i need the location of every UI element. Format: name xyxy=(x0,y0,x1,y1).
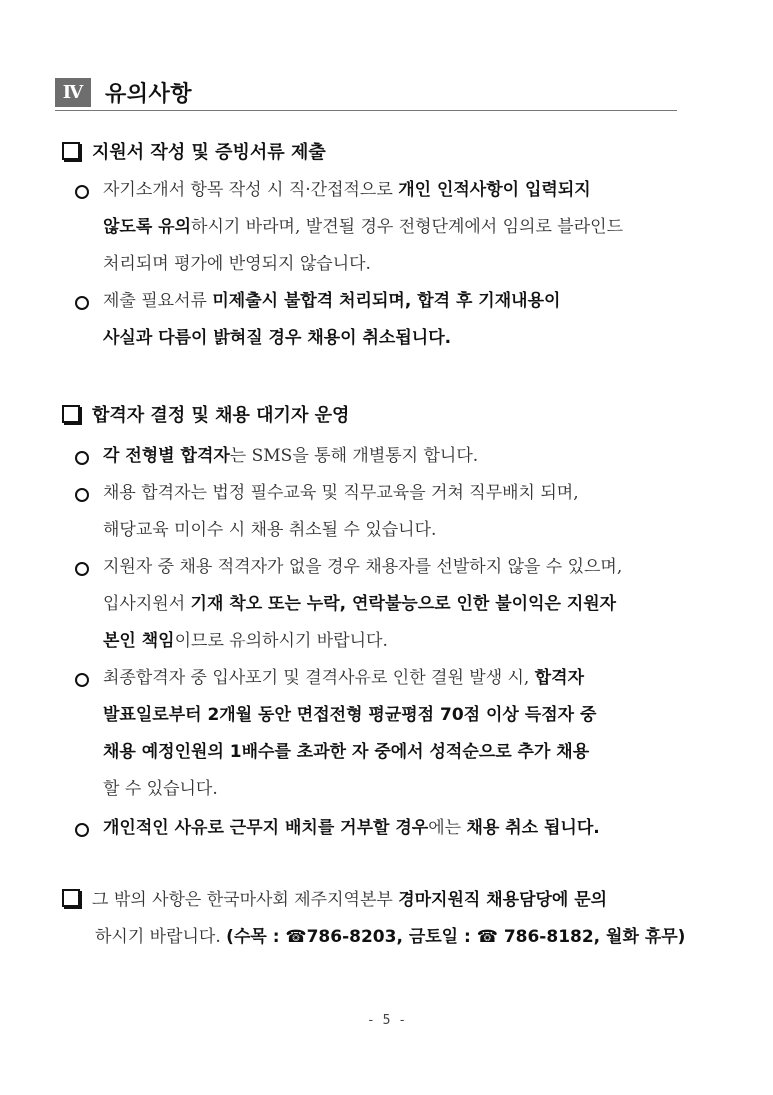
circle-bullet-icon xyxy=(75,185,89,199)
list-item xyxy=(75,283,680,357)
item-line: 처리되며 평가에 반영되지 않습니다. xyxy=(103,254,371,274)
item-line: 해당교육 미이수 시 채용 취소될 수 있습니다. xyxy=(103,520,437,540)
section-header xyxy=(55,74,677,111)
circle-bullet-icon xyxy=(75,488,89,502)
square-bullet-icon xyxy=(62,405,80,423)
note-line: 하시기 바랍니다. (수목 : ☎786-8203, 금토일 : ☎ 786-8182, 월화 휴무) xyxy=(95,927,686,947)
item-line: 않도록 유의하시기 바라며, 발견될 경우 전형단계에서 임의로 블라인드 xyxy=(103,217,623,237)
section-number: Ⅳ xyxy=(55,78,91,107)
circle-bullet-icon xyxy=(75,451,89,465)
item-line: 할 수 있습니다. xyxy=(103,779,218,799)
item-line: 사실과 다름이 밝혀질 경우 채용이 취소됩니다. xyxy=(103,328,452,348)
item-line: 최종합격자 중 입사포기 및 결격사유로 인한 결원 발생 시, 합격자 xyxy=(103,668,585,688)
note-line: 그 밖의 사항은 한국마사회 제주지역본부 경마지원직 채용담당에 문의 xyxy=(62,882,607,919)
item-line: 지원자 중 채용 적격자가 없을 경우 채용자를 선발하지 않을 수 있으며, xyxy=(103,557,623,577)
list-item xyxy=(75,172,680,283)
topic-title: 합격자 결정 및 채용 대기자 운영 xyxy=(92,405,350,426)
list-item xyxy=(75,549,680,660)
item-line: 발표일로부터 2개월 동안 면접전형 평균평점 70점 이상 득점자 중 xyxy=(103,705,597,725)
item-line: 본인 책임이므로 유의하시기 바랍니다. xyxy=(103,631,388,651)
item-line: 채용 합격자는 법정 필수교육 및 직무교육을 거쳐 직무배치 되며, xyxy=(103,483,579,503)
square-bullet-icon xyxy=(62,889,80,907)
list-item xyxy=(75,810,680,847)
square-bullet-icon xyxy=(62,142,80,160)
circle-bullet-icon xyxy=(75,296,89,310)
item-line: 개인적인 사유로 근무지 배치를 거부할 경우에는 채용 취소 됩니다. xyxy=(103,818,600,838)
topic-heading-application xyxy=(62,138,326,164)
contact-note xyxy=(62,882,686,956)
page-number: - 5 - xyxy=(366,1013,407,1028)
topic-heading-selection xyxy=(62,401,349,427)
topic-title: 지원서 작성 및 증빙서류 제출 xyxy=(92,142,326,163)
item-line: 채용 예정인원의 1배수를 초과한 자 중에서 성적순으로 추가 채용 xyxy=(103,742,590,762)
circle-bullet-icon xyxy=(75,562,89,576)
circle-bullet-icon xyxy=(75,673,89,687)
item-line: 각 전형별 합격자는 SMS을 통해 개별통지 합니다. xyxy=(103,446,479,466)
list-item xyxy=(75,438,680,475)
section-title: 유의사항 xyxy=(105,82,193,107)
circle-bullet-icon xyxy=(75,823,89,837)
list-item xyxy=(75,660,680,808)
item-line: 입사지원서 기재 착오 또는 누락, 연락불능으로 인한 불이익은 지원자 xyxy=(103,594,617,614)
item-line: 자기소개서 항목 작성 시 직·간접적으로 개인 인적사항이 입력되지 xyxy=(103,180,591,200)
list-item xyxy=(75,475,680,549)
item-line: 제출 필요서류 미제출시 불합격 처리되며, 합격 후 기재내용이 xyxy=(103,291,561,311)
